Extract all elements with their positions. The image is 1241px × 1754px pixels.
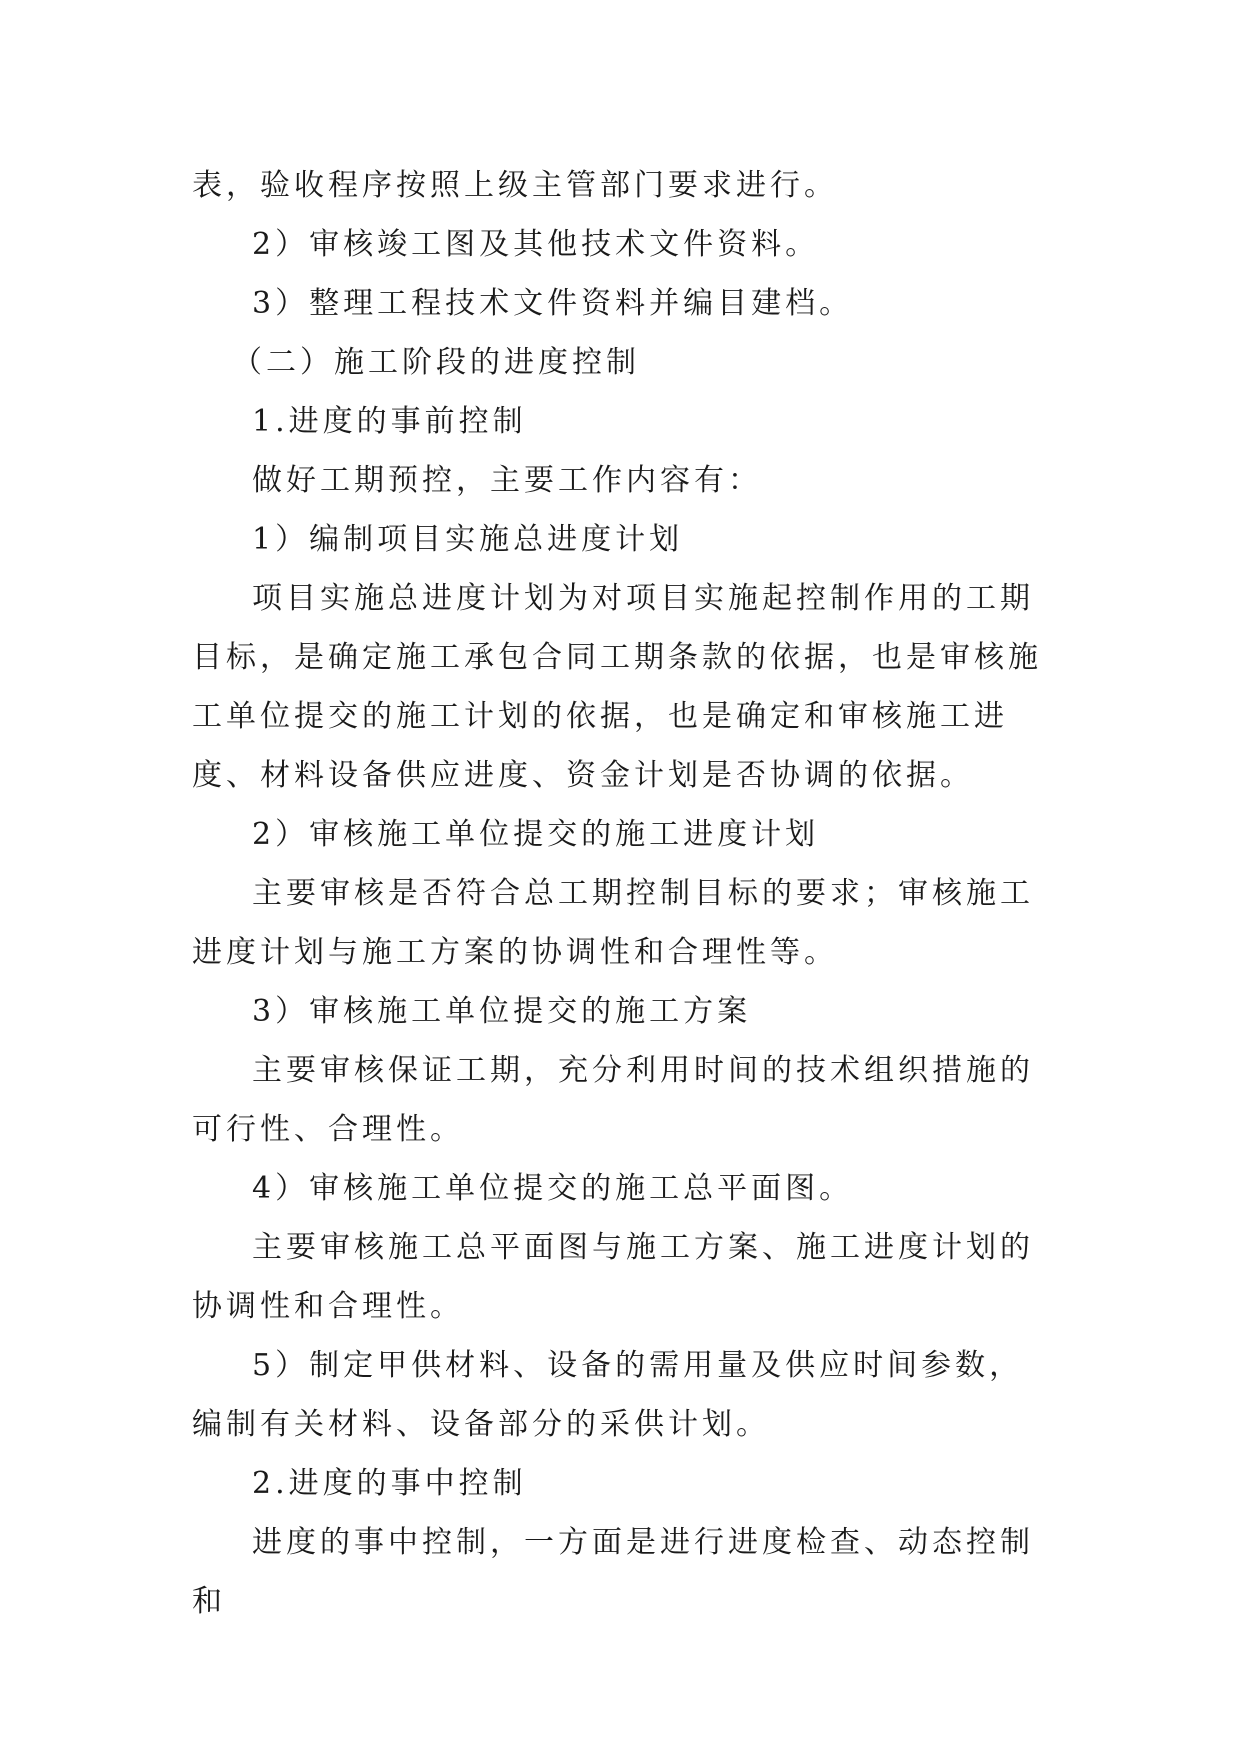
- paragraph-schedule-precontrol-intro: 做好工期预控，主要工作内容有：: [252, 463, 762, 498]
- paragraph-review-construction-plan: 主要审核保证工期，充分利用时间的技术组织措施的可行性、合理性。: [192, 1053, 1034, 1147]
- list-item-archive-documents: 3）整理工程技术文件资料并编目建档。: [252, 286, 854, 321]
- paragraph-master-schedule-description: 项目实施总进度计划为对项目实施起控制作用的工期目标，是确定施工承包合同工期条款的依据，也是审核施工单位提交的施工计划的依据，也是确定和审核施工进度、材料设备供应进度、资金计划是否协调的依据。: [192, 581, 1042, 793]
- document-body: [192, 156, 1052, 1631]
- paragraph-review-construction-schedule: 主要审核是否符合总工期控制目标的要求；审核施工进度计划与施工方案的协调性和合理性等。: [192, 876, 1034, 970]
- paragraph-acceptance-procedure: 表，验收程序按照上级主管部门要求进行。: [192, 168, 838, 203]
- list-item-review-construction-plan: 3）审核施工单位提交的施工方案: [252, 994, 752, 1029]
- list-item-master-schedule: 1）编制项目实施总进度计划: [252, 522, 684, 557]
- section-heading-construction-schedule-control: （二）施工阶段的进度控制: [232, 345, 640, 380]
- list-item-review-as-built-drawings: 2）审核竣工图及其他技术文件资料。: [252, 227, 820, 262]
- list-item-supply-plan: 5）制定甲供材料、设备的需用量及供应时间参数，编制有关材料、设备部分的采供计划。: [192, 1348, 1024, 1442]
- subheading-in-process-control: 2.进度的事中控制: [252, 1466, 527, 1501]
- paragraph-in-process-control: 进度的事中控制，一方面是进行进度检查、动态控制和: [192, 1525, 1034, 1619]
- list-item-review-site-plan: 4）审核施工单位提交的施工总平面图。: [252, 1171, 854, 1206]
- subheading-pre-control: 1.进度的事前控制: [252, 404, 527, 439]
- paragraph-review-site-plan: 主要审核施工总平面图与施工方案、施工进度计划的协调性和合理性。: [192, 1230, 1034, 1324]
- list-item-review-construction-schedule: 2）审核施工单位提交的施工进度计划: [252, 817, 820, 852]
